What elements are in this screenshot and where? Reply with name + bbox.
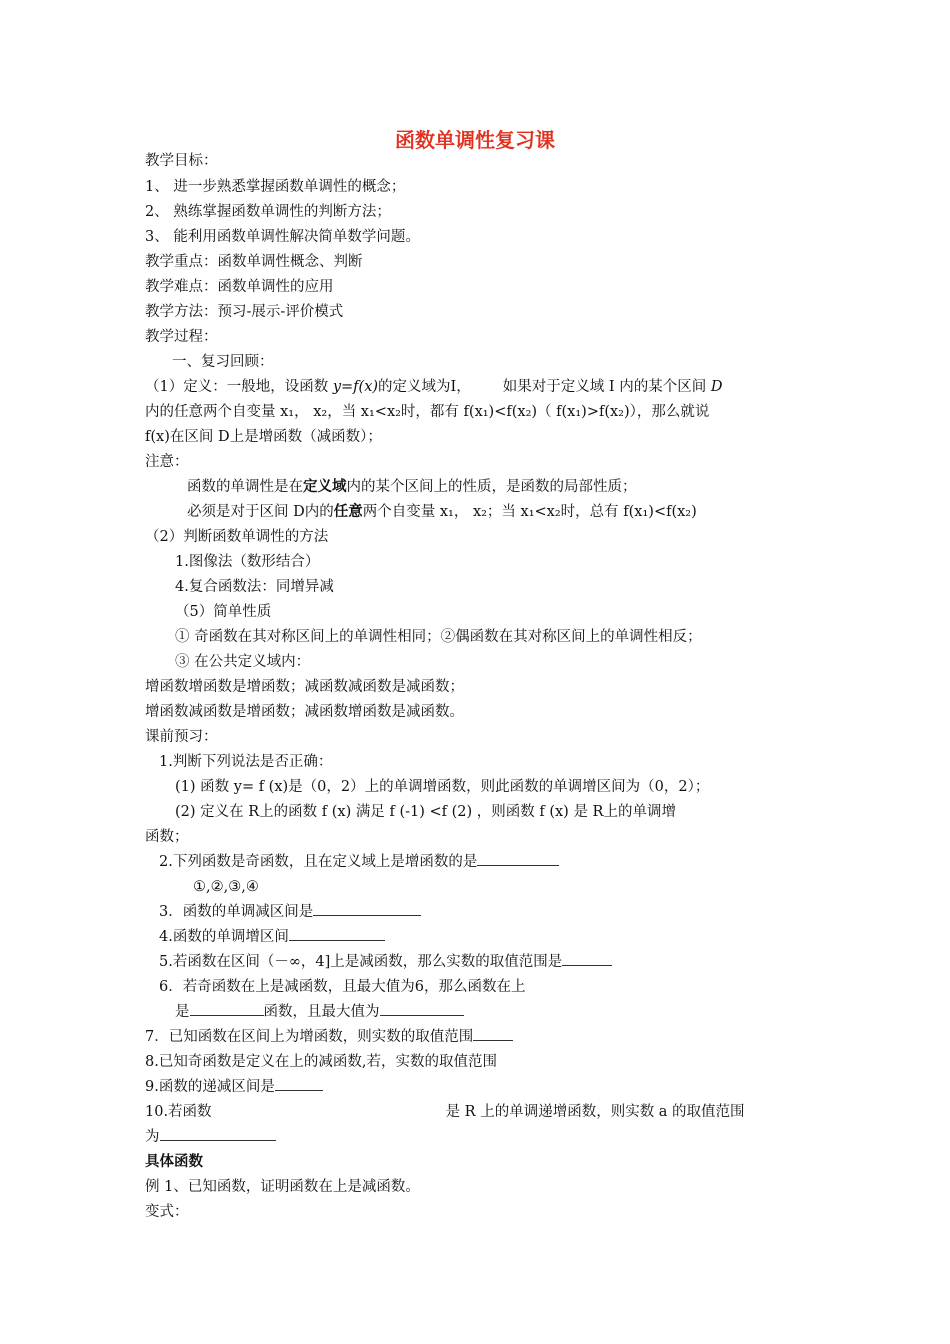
note-1 xyxy=(187,476,637,498)
definition-line-2: 内的任意两个自变量 x₁， x₂，当 x₁<x₂时，都有 f(x₁)<f(x₂)（ f(x₁)>f(x₂)），那么就说 xyxy=(145,404,710,420)
judge-heading: （2）判断函数单调性的方法 xyxy=(145,529,329,545)
note-2 xyxy=(187,501,697,523)
note1-b: 内的某个区间上的性质，是函数的局部性质； xyxy=(346,479,637,495)
answer-blank xyxy=(313,901,421,916)
def-text-c: 如果对于定义域 I 内的某个区间 xyxy=(502,379,711,395)
def-function: y=f(x) xyxy=(332,379,379,395)
question-4-text: 4.函数的单调增区间 xyxy=(159,929,289,945)
def-text-a: （1）定义：一般地，设函数 xyxy=(145,379,333,395)
question-9 xyxy=(145,1076,323,1098)
simple-heading: （5）简单性质 xyxy=(175,604,272,620)
question-6-text-a: 是 xyxy=(175,1004,190,1020)
example-1: 例 1、已知函数，证明函数在上是减函数。 xyxy=(145,1179,420,1195)
key-point: 教学重点：函数单调性概念、判断 xyxy=(145,254,363,270)
answer-blank xyxy=(160,1126,276,1141)
question-4 xyxy=(159,926,385,948)
question-2-text: 2.下列函数是奇函数，且在定义域上是增函数的是 xyxy=(159,854,478,870)
question-1: 1.判断下列说法是否正确： xyxy=(159,754,333,770)
answer-blank xyxy=(275,1076,323,1091)
definition-line-3: f(x)在区间 D上是增函数（减函数）； xyxy=(145,429,382,445)
question-10-text-b: 是 R 上的单调递增函数，则实数 a 的取值范围 xyxy=(445,1104,745,1120)
question-10-text-c: 为 xyxy=(145,1129,160,1145)
judge-method-1: 1.图像法（数形结合） xyxy=(175,554,320,570)
rule-2: 增函数减函数是增函数；减函数增函数是减函数。 xyxy=(145,704,464,720)
page-title: 函数单调性复习课 xyxy=(395,128,555,152)
answer-blank xyxy=(562,951,612,966)
answer-blank xyxy=(477,851,559,866)
question-6-text-b: 函数，且最大值为 xyxy=(263,1004,380,1020)
process-label: 教学过程： xyxy=(145,329,218,345)
note2-a: 必须是对于区间 D内的 xyxy=(187,504,334,520)
method: 教学方法：预习-展示-评价模式 xyxy=(145,304,344,320)
note1-a: 函数的单调性是在 xyxy=(187,479,303,495)
question-5-text: 5.若函数在区间（－∞，4]上是减函数，那么实数的取值范围是 xyxy=(159,954,563,970)
note2-b: 两个自变量 x₁， x₂；当 x₁<x₂时，总有 f(x₁)<f(x₂) xyxy=(362,504,697,520)
note2-bold: 任意 xyxy=(333,504,363,520)
variant-label: 变式： xyxy=(145,1204,189,1220)
question-10-text-a: 10.若函数 xyxy=(145,1104,212,1120)
question-9-text: 9.函数的递减区间是 xyxy=(145,1079,275,1095)
definition-line-1 xyxy=(145,376,722,398)
question-2 xyxy=(159,851,559,873)
question-6-cont xyxy=(175,1001,464,1023)
goals-label: 教学目标： xyxy=(145,153,218,169)
rule-1: 增函数增函数是增函数；减函数减函数是减函数； xyxy=(145,679,464,695)
question-8: 8.已知奇函数是定义在上的减函数,若，实数的取值范围 xyxy=(145,1054,497,1070)
answer-blank xyxy=(190,1001,264,1016)
def-text-b: 的定义域为I， xyxy=(378,379,471,395)
question-7 xyxy=(145,1026,513,1048)
simple-property-1: ① 奇函数在其对称区间上的单调性相同；②偶函数在其对称区间上的单调性相反； xyxy=(175,629,702,645)
concrete-functions-heading: 具体函数 xyxy=(145,1154,203,1170)
question-1-1: (1) 函数 y= f (x)是（0，2）上的单调增函数，则此函数的单调增区间为（0，2）； xyxy=(175,779,710,795)
question-2-options: ①,②,③,④ xyxy=(193,879,259,895)
goal-1: 1、 进一步熟悉掌握函数单调性的概念； xyxy=(145,179,406,195)
answer-blank xyxy=(289,926,385,941)
question-6: 6．若奇函数在上是减函数，且最大值为6，那么函数在上 xyxy=(159,979,526,995)
simple-property-3: ③ 在公共定义域内： xyxy=(175,654,311,670)
note1-bold: 定义域 xyxy=(303,479,347,495)
goal-3: 3、 能利用函数单调性解决简单数学问题。 xyxy=(145,229,420,245)
question-3-text: 3．函数的单调减区间是 xyxy=(159,904,314,920)
preview-label: 课前预习： xyxy=(145,729,218,745)
question-10-cont xyxy=(145,1126,276,1148)
def-interval: D xyxy=(710,379,723,395)
question-1-2-cont: 函数； xyxy=(145,829,189,845)
answer-blank xyxy=(380,1001,464,1016)
judge-method-4: 4.复合函数法：同增异减 xyxy=(175,579,334,595)
question-7-text: 7．已知函数在区间上为增函数，则实数的取值范围 xyxy=(145,1029,474,1045)
answer-blank xyxy=(473,1026,513,1041)
question-1-2: (2) 定义在 R上的函数 f (x) 满足 f (-1) <f (2) ，则函数 f (x) 是 R上的单调增 xyxy=(175,804,676,820)
difficulty: 教学难点：函数单调性的应用 xyxy=(145,279,334,295)
question-10 xyxy=(145,1101,745,1123)
question-5 xyxy=(159,951,612,973)
review-heading: 一、复习回顾： xyxy=(172,354,274,370)
goal-2: 2、 熟练掌握函数单调性的判断方法； xyxy=(145,204,391,220)
note-label: 注意： xyxy=(145,454,189,470)
question-3 xyxy=(159,901,421,923)
